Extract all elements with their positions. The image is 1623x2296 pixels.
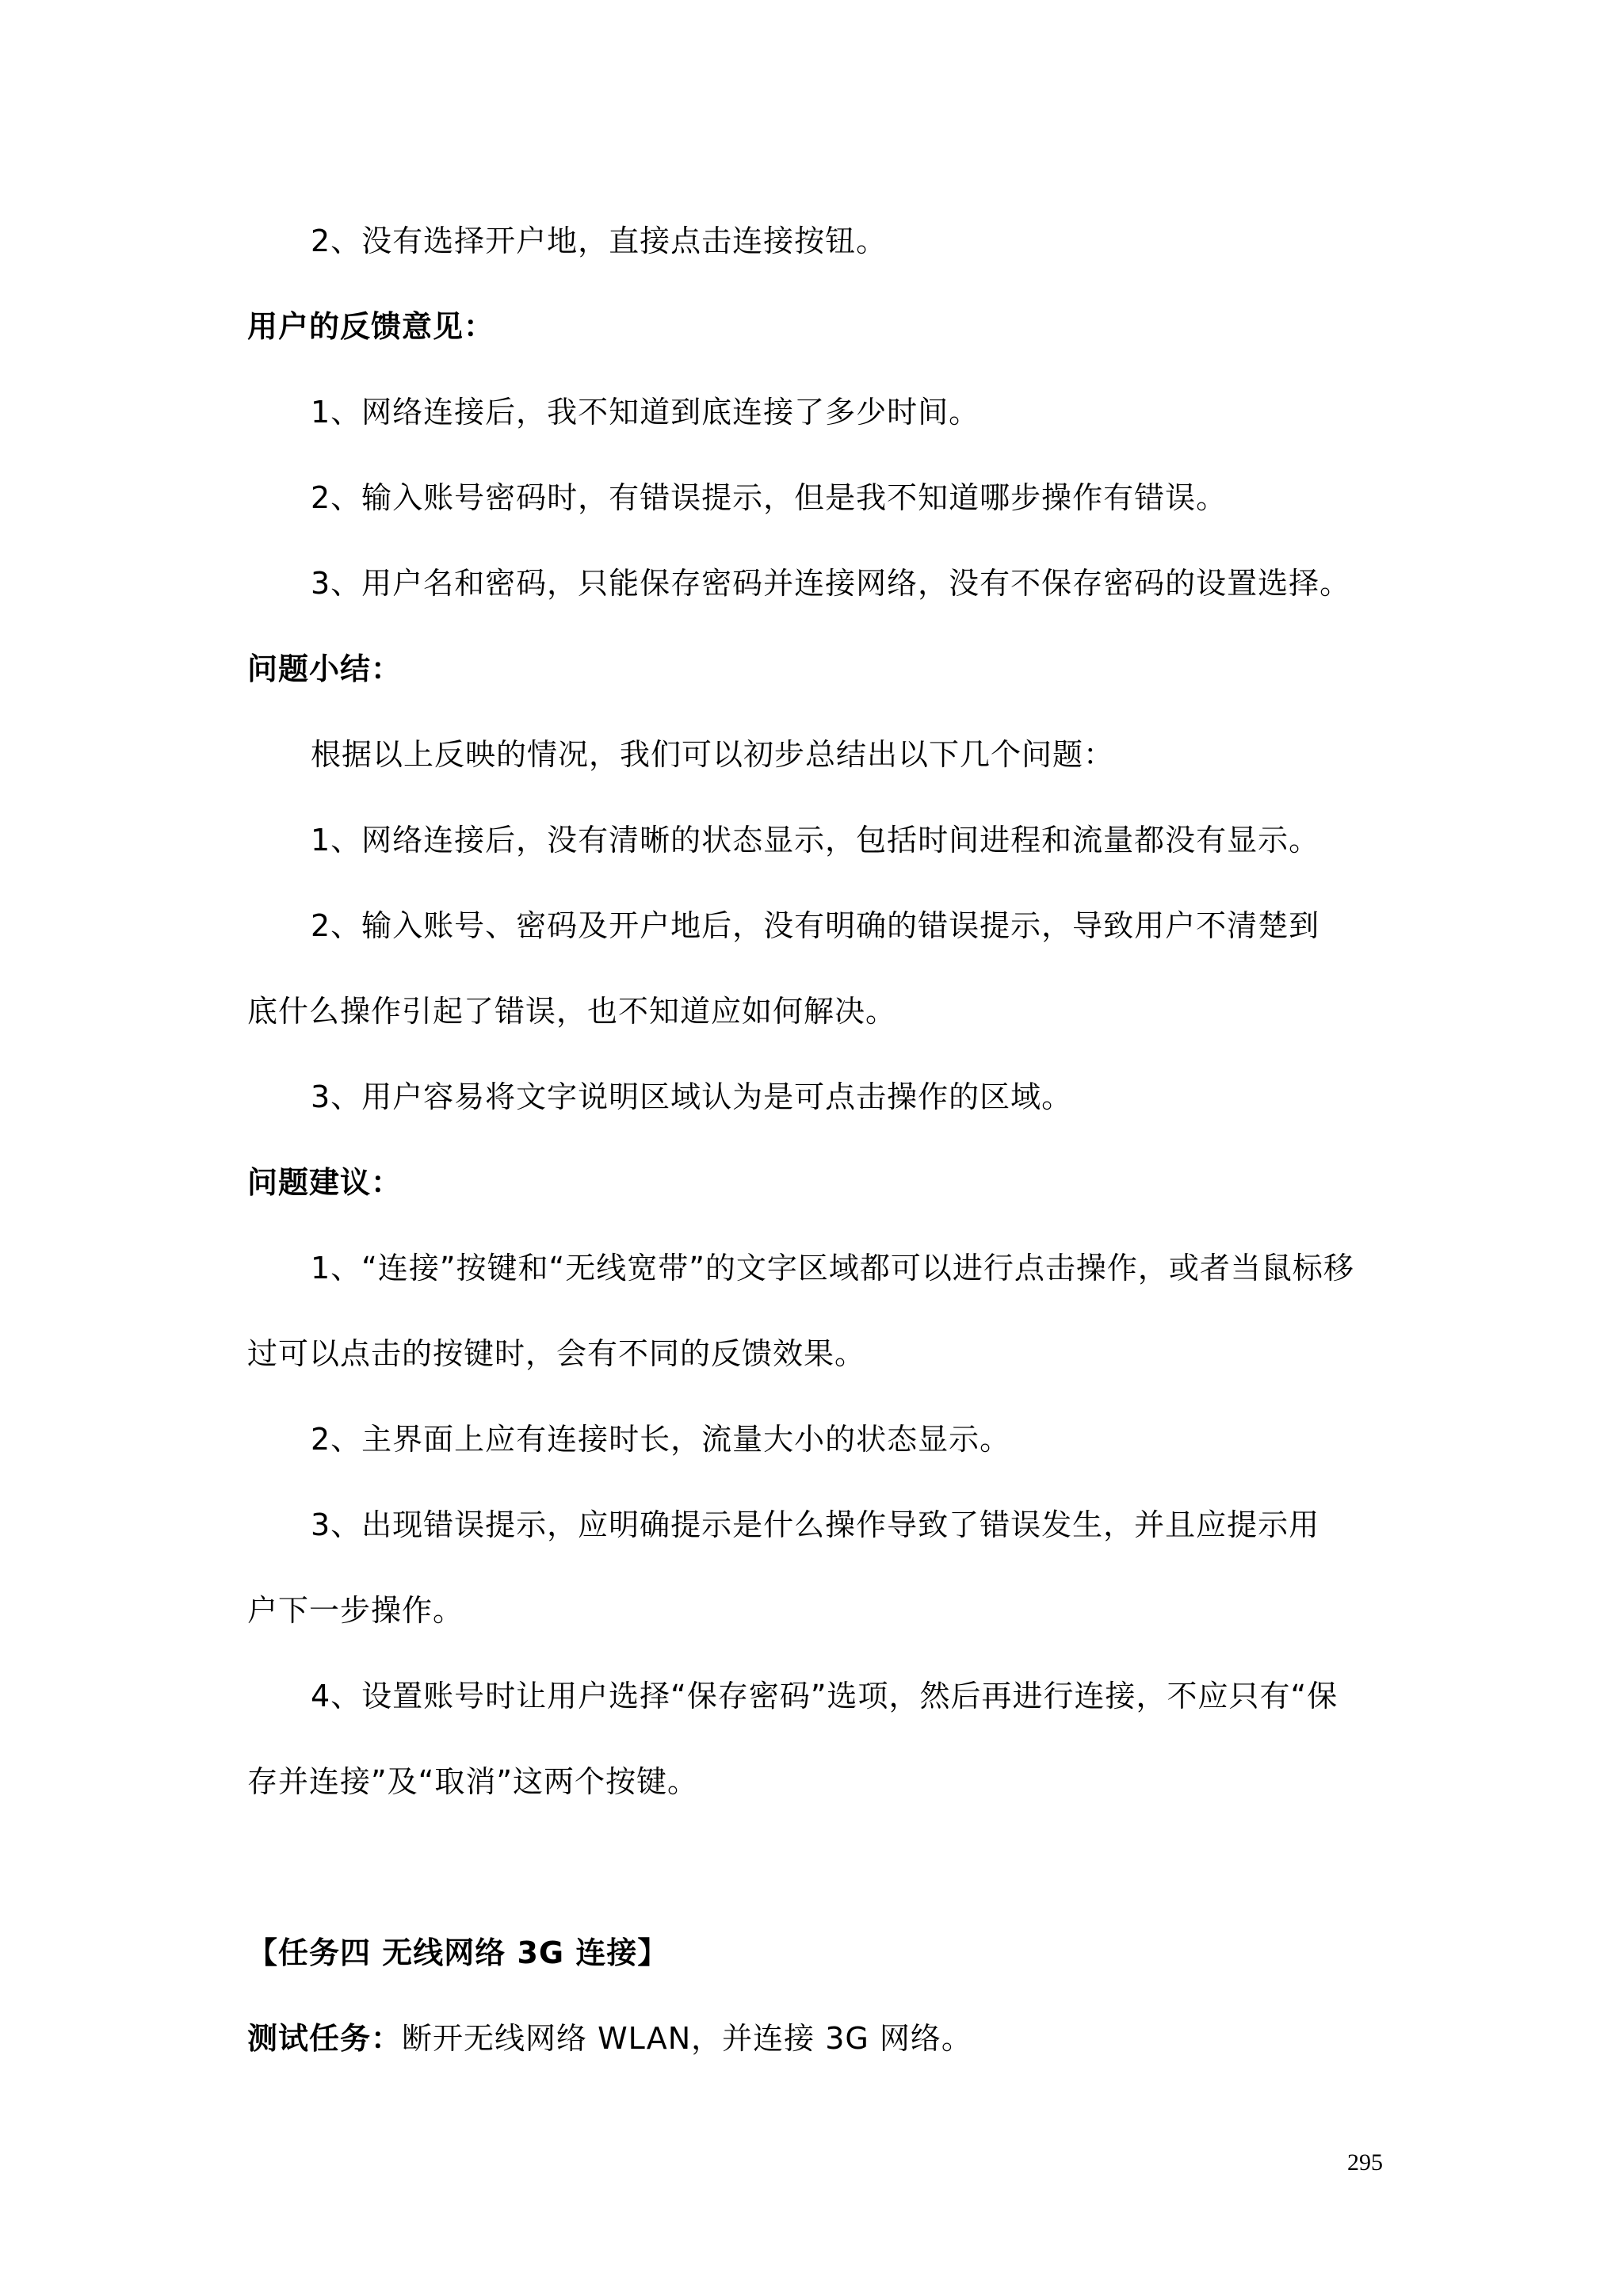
test-task-text: 断开无线网络 WLAN，并连接 3G 网络。: [402, 2021, 972, 2056]
paragraph: 3、用户容易将文字说明区域认为是可点击操作的区域。: [311, 1079, 1073, 1114]
test-task-label: 测试任务：: [247, 2021, 403, 2056]
page-number: 295: [1347, 2149, 1383, 2176]
paragraph: 2、没有选择开户地，直接点击连接按钮。: [311, 223, 888, 258]
task-heading: 【任务四 无线网络 3G 连接】: [247, 1935, 669, 1970]
paragraph-continuation: 底什么操作引起了错误，也不知道应如何解决。: [247, 994, 897, 1029]
paragraph: 2、主界面上应有连接时长，流量大小的状态显示。: [311, 1422, 1011, 1457]
paragraph: 3、出现错误提示，应明确提示是什么操作导致了错误发生，并且应提示用: [311, 1507, 1320, 1542]
paragraph-continuation: 存并连接”及“取消”这两个按键。: [247, 1764, 699, 1799]
test-task-line: [247, 2018, 972, 2059]
paragraph: 2、输入账号密码时，有错误提示，但是我不知道哪步操作有错误。: [311, 480, 1228, 515]
section-heading-feedback: 用户的反馈意见：: [247, 309, 495, 344]
paragraph: 3、用户名和密码，只能保存密码并连接网络，没有不保存密码的设置选择。: [311, 566, 1351, 601]
paragraph: 1、网络连接后，我不知道到底连接了多少时间。: [311, 395, 980, 430]
paragraph-continuation: 过可以点击的按键时，会有不同的反馈效果。: [247, 1336, 866, 1371]
paragraph: 2、输入账号、密码及开户地后，没有明确的错误提示，导致用户不清楚到: [311, 908, 1320, 943]
paragraph: 1、网络连接后，没有清晰的状态显示，包括时间进程和流量都没有显示。: [311, 823, 1320, 858]
section-heading-suggestions: 问题建议：: [247, 1165, 403, 1200]
paragraph: 1、“连接”按键和“无线宽带”的文字区域都可以进行点击操作，或者当鼠标移: [311, 1251, 1354, 1286]
paragraph-continuation: 户下一步操作。: [247, 1593, 464, 1628]
section-heading-summary: 问题小结：: [247, 651, 403, 686]
paragraph: 4、设置账号时让用户选择“保存密码”选项，然后再进行连接，不应只有“保: [311, 1679, 1338, 1713]
paragraph: 根据以上反映的情况，我们可以初步总结出以下几个问题：: [311, 737, 1115, 772]
